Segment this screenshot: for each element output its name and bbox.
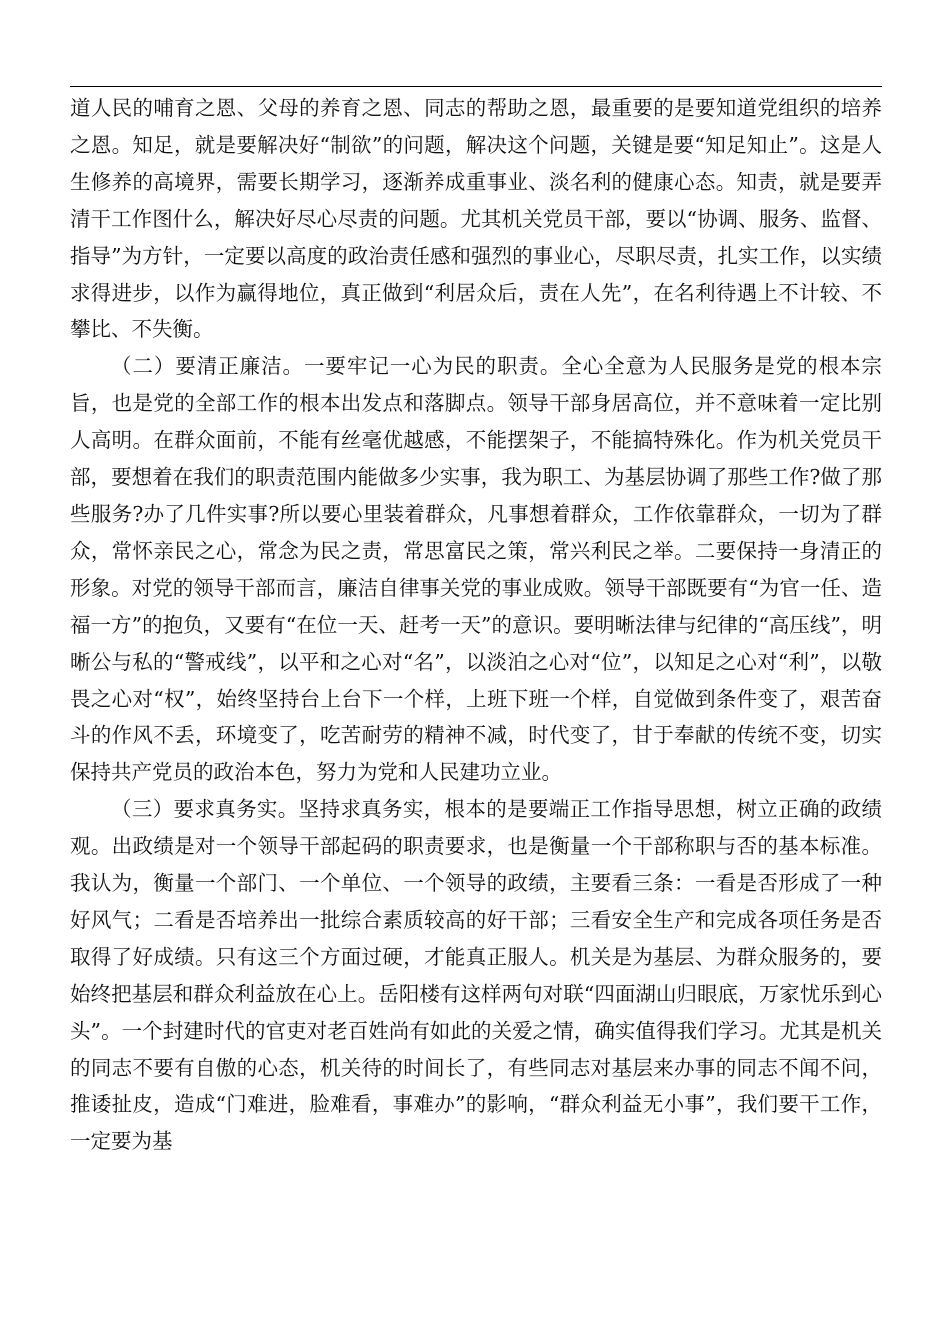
paragraph-3: （三）要求真务实。坚持求真务实，根本的是要端正工作指导思想，树立正确的政绩观。出政绩是对一个领导干部起码的职责要求，也是衡量一个干部称职与否的基本标准。我认为，衡量一个部门、一个单位、一个领导的政绩，主要看三条：一看是否形成了一种好风气；二看是否培养出一批综合素质较高的好干部；三看安全生产和完成各项任务是否取得了好成绩。只有这三个方面过硬，才能真正服人。机关是为基层、为群众服务的，要始终把基层和群众利益放在心上。岳阳楼有这样两句对联“四面湖山归眼底，万家忧乐到心头”。一个封建时代的官吏对老百姓尚有如此的关爱之情，确实值得我们学习。尤其是机关的同志不要有自傲的心态，机关待的时间长了，有些同志对基层来办事的同志不闻不问，推诿扯皮，造成“门难进，脸难看，事难办”的影响，“群众利益无小事”，我们要干工作，一定要为基 xyxy=(70,797,882,1154)
header-rule xyxy=(70,86,882,87)
paragraph-1: 道人民的哺育之恩、父母的养育之恩、同志的帮助之恩，最重要的是要知道党组织的培养之恩。知足，就是要解决好“制欲”的问题，解决这个问题，关键是要“知足知止”。这是人生修养的高境界，需要长期学习，逐渐养成重事业、淡名利的健康心态。知责，就是要弄清干工作图什么，解决好尽心尽责的问题。尤其机关党员干部，要以“协调、服务、监督、指导”为方针，一定要以高度的政治责任感和强烈的事业心，尽职尽责，扎实工作，以实绩求得进步，以作为赢得地位，真正做到“利居众后，责在人先”，在名利待遇上不计较、不攀比、不失衡。 xyxy=(70,96,882,342)
paragraph-2: （二）要清正廉洁。一要牢记一心为民的职责。全心全意为人民服务是党的根本宗旨，也是党的全部工作的根本出发点和落脚点。领导干部身居高位，并不意味着一定比别人高明。在群众面前，不能有丝毫优越感，不能摆架子，不能搞特殊化。作为机关党员干部，要想着在我们的职责范围内能做多少实事，我为职工、为基层协调了那些工作?做了那些服务?办了几件实事?所以要心里装着群众，凡事想着群众，工作依靠群众，一切为了群众，常怀亲民之心，常念为民之责，常思富民之策，常兴利民之举。二要保持一身清正的形象。对党的领导干部而言，廉洁自律事关党的事业成败。领导干部既要有“为官一任、造福一方”的抱负，又要有“在位一天、赶考一天”的意识。要明晰法律与纪律的“高压线”，明晰公与私的“警戒线”，以平和之心对“名”，以淡泊之心对“位”，以知足之心对“利”，以敬畏之心对“权”，始终坚持台上台下一个样，上班下班一个样，自觉做到条件变了，艰苦奋斗的作风不丢，环境变了，吃苦耐劳的精神不减，时代变了，甘于奉献的传统不变，切实保持共产党员的政治本色，努力为党和人民建功立业。 xyxy=(70,354,882,785)
document-body xyxy=(70,90,882,1160)
